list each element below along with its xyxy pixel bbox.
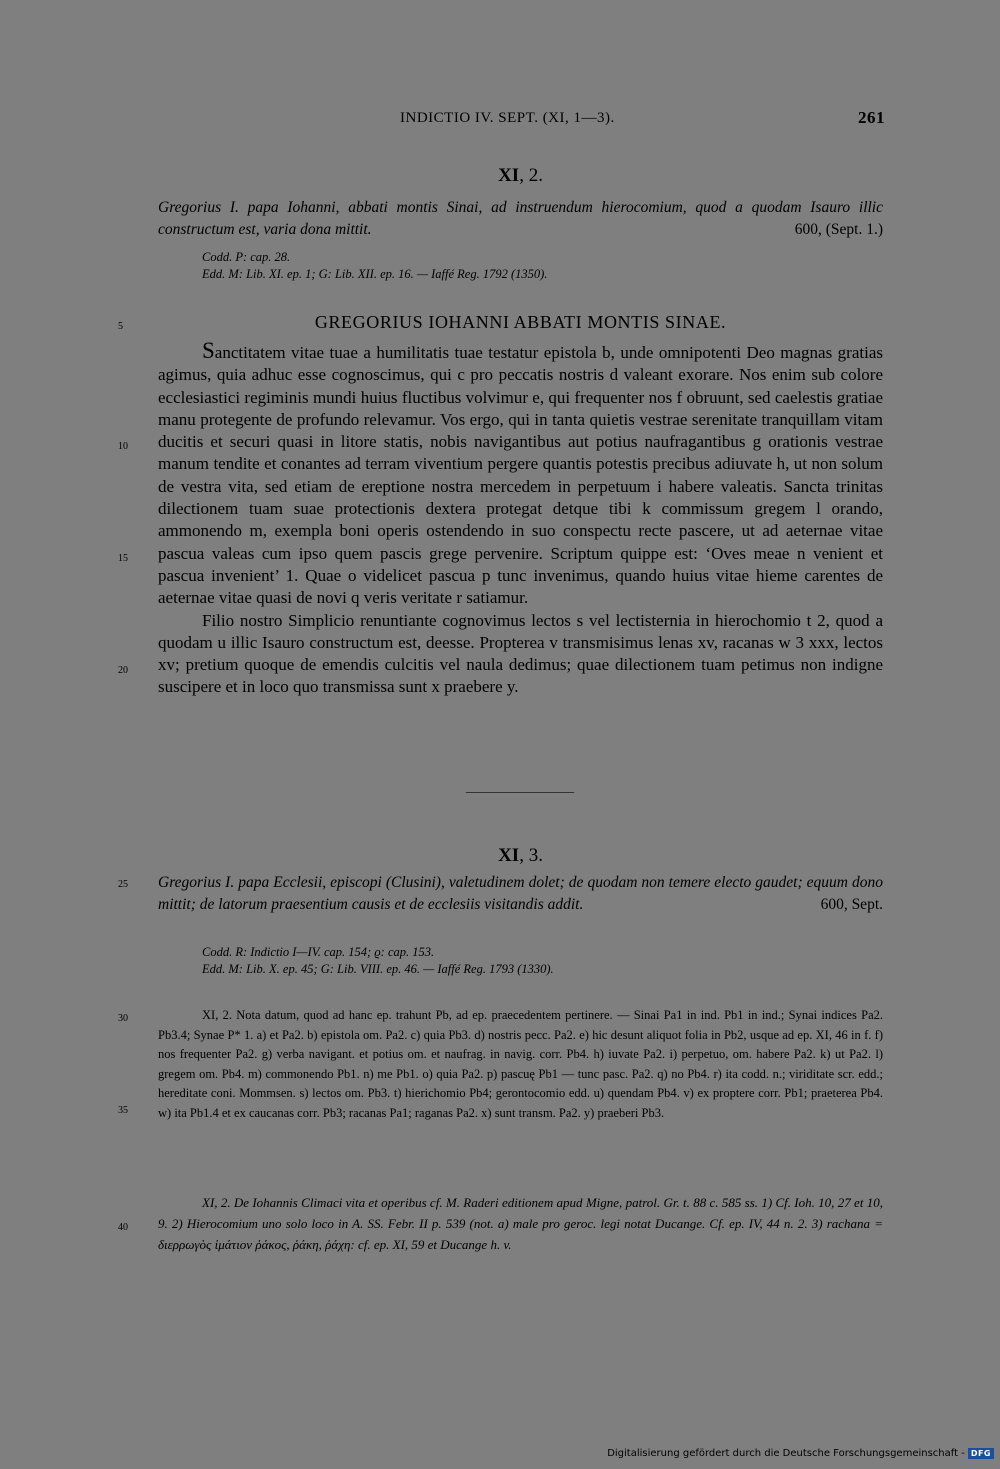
line-number: 35 bbox=[118, 1105, 128, 1116]
regest-date: 600, Sept. bbox=[820, 896, 883, 913]
section-number-main: XI bbox=[498, 845, 520, 866]
line-number: 40 bbox=[118, 1222, 128, 1233]
edd-line: Edd. M: Lib. XI. ep. 1; G: Lib. XII. ep. 16. — Iaffé Reg. 1792 (1350). bbox=[202, 267, 548, 281]
regest-date: 600, (Sept. 1.) bbox=[794, 221, 883, 238]
codd-edd-2 bbox=[158, 944, 883, 978]
critical-apparatus bbox=[158, 1006, 883, 1123]
section-number-sub: , 3. bbox=[519, 845, 543, 866]
section-number-sub: , 2. bbox=[519, 165, 543, 186]
dfg-footer bbox=[607, 1448, 994, 1459]
paragraph-1-text: anctitatem vitae tuae a humilitatis tuae testatur epistola b, unde omnipotenti Deo magnas gratias agimus, quia adhuc esse cognoscimus, qui c pro peccatis nostris d valeant exorare. Nos enim sub colore ecclesiastici regiminis mundi huius fluctibus volvimur e, qui frequenter nos f obruunt, sed caelestis gratiae manu protegente de profundo relevamur. Vos ergo, qui in tanta quietis vestrae serenitate tranquillam vitam ducitis et securi quasi in litore statis, nobis navigantibus aut potius naufragantibus g orationis vestrae manum tendite et conantes ad terram viventium pergere quantis potestis precibus adiuvate h, ut non solum de vestra vita, sed etiam de ereptione nostra mercedem in perpetuum i habere valeatis. Sancta trinitas dilectionem tuam suae protectionis dextera protegat detque tibi k commissum gregem l orando, ammonendo m, exempla boni operis ostendendo in suo conspectu recte pascere, ut ad aeternae vitae pascua valeas cum ipso quem pascis grege pervenire. Scriptum quippe est: ‘Oves meae n venient et pascua invenient’ 1. Quae o videlicet pascua p tunc invenimus, quando huius vitae hieme carentes de aeternae vitae quasi de novi q veris veritate r satiamur. bbox=[158, 343, 883, 608]
page-number: 261 bbox=[858, 108, 885, 127]
section-number-2 bbox=[158, 845, 883, 867]
regest-text: Gregorius I. papa Ecclesii, episcopi (Clusini), valetudinem dolet; de quodam non temere electo gaudet; equum dono mittit; de latorum praesentium causis et de ecclesiis visitandis addit. bbox=[158, 874, 883, 913]
footer-text: Digitalisierung gefördert durch die Deutsche Forschungsgemeinschaft - bbox=[607, 1448, 965, 1459]
line-number: 10 bbox=[118, 441, 128, 452]
section-number-main: XI bbox=[498, 165, 520, 186]
edd-line: Edd. M: Lib. X. ep. 45; G: Lib. VIII. ep. 46. — Iaffé Reg. 1793 (1330). bbox=[202, 962, 554, 976]
regest-1 bbox=[158, 197, 883, 241]
line-number: 25 bbox=[118, 879, 128, 890]
regest-text: Gregorius I. papa Iohanni, abbati montis Sinai, ad instruendum hierocomium, quod a quodam Isauro illic constructum est, varia dona mittit. bbox=[158, 199, 883, 238]
letter-title bbox=[158, 312, 883, 333]
letter-body bbox=[158, 340, 883, 699]
dfg-logo: DFG bbox=[968, 1448, 994, 1459]
regest-2 bbox=[158, 872, 883, 916]
codd-line: Codd. R: Indictio I—IV. cap. 154; ϱ: cap. 153. bbox=[202, 945, 435, 959]
letter-title-text: GREGORIUS IOHANNI ABBATI MONTIS SINAE. bbox=[314, 312, 727, 332]
codd-edd-1 bbox=[158, 249, 883, 283]
line-number: 20 bbox=[118, 665, 128, 676]
running-head-title: INDICTIO IV. SEPT. (XI, 1—3). bbox=[400, 110, 615, 126]
paragraph-1 bbox=[158, 340, 883, 610]
commentary-notes bbox=[158, 1192, 883, 1255]
paragraph-2 bbox=[158, 610, 883, 699]
commentary-text: XI, 2. De Iohannis Climaci vita et operibus cf. M. Raderi editionem apud Migne, patrol. Gr. t. 88 c. 585 ss. 1) Cf. Ioh. 10, 27 et 10, 9. 2) Hierocomium uno solo loco in A. SS. Febr. II p. 539 (not. a) male pro geroc. legi notat Ducange. Cf. ep. IV, 44 n. 2. 3) rachana = διερρωγὸς ἱμάτιον ῥάκος, ῥάκη, ῥάχη: cf. ep. XI, 59 et Ducange h. v. bbox=[158, 1195, 883, 1252]
section-separator bbox=[466, 792, 574, 793]
initial-letter: S bbox=[202, 338, 215, 363]
section-number-1 bbox=[158, 165, 883, 187]
line-number: 15 bbox=[118, 553, 128, 564]
apparatus-text: XI, 2. Nota datum, quod ad hanc ep. trahunt Pb, ad ep. praecedentem pertinere. — Sinai Pa1 in ind. Pb1 in ind.; Synai indices Pa2. Pb3.4; Synae P* 1. a) et Pa2. b) epistola om. Pa2. c) quia Pb3. d) nostris pecc. Pa2. e) hic desunt aliquot folia in Pb2, usque ad ep. XI, 46 in f. f) nos frequenter Pa2. g) verba navigant. et potius om. et naufrag. in navig. corr. Pb4. h) iuvate Pa2. i) perpetuo, om. habere Pa2. k) ut Pa2. l) gregem om. Pb4. m) commonendo Pb1. n) me Pb1. o) quia Pa2. p) pascuę Pb1 — tunc pasc. Pa2. q) no Pb4. r) ita codd. n.; viriditate scr. edd.; hereditate coni. Mommsen. s) lectos om. Pb3. t) hierichomio Pb4; gerontocomio edd. u) quendam Pb4. v) ex proptere corr. Pb1; praeterea Pb4. w) ita Pb1.4 et ex caucanas corr. Pb3; racanas Pa1; raganas Pa2. x) sunt transm. Pa2. y) praeberi Pb3. bbox=[158, 1008, 883, 1120]
paragraph-2-text: Filio nostro Simplicio renuntiante cognovimus lectos s vel lectisternia in hierochomio t 2, quod a quodam u illic Isauro constructum est, deesse. Propterea v transmisimus lenas xv, racanas w 3 xxx, lectos xv; pretium quoque de emendis culcitis vel naula dedimus; quae dilectionem tuam petimus non indigne suscipere et in loco quo transmissa sunt x praebere y. bbox=[158, 610, 883, 697]
codd-line: Codd. P: cap. 28. bbox=[202, 250, 291, 264]
line-number: 30 bbox=[118, 1013, 128, 1024]
line-number: 5 bbox=[118, 321, 123, 332]
